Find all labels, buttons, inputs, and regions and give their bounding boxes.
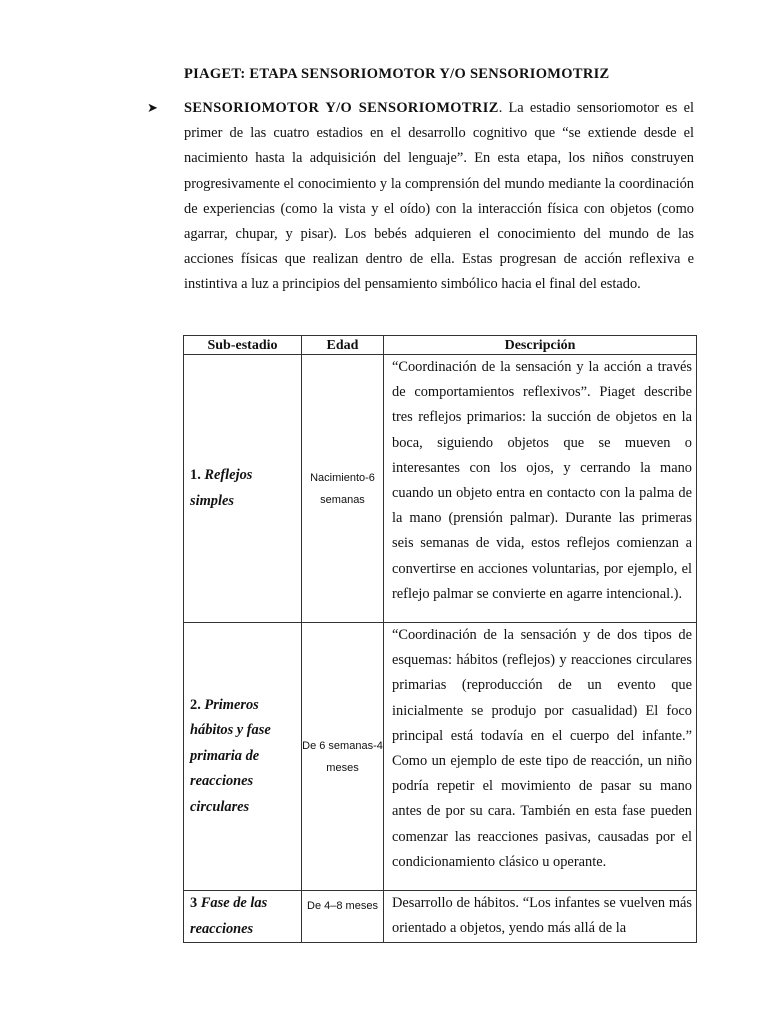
header-description: Descripción xyxy=(384,336,697,355)
substage-name: Fase de las reacciones xyxy=(190,895,268,937)
substage-number: 1. xyxy=(190,467,201,483)
substages-table xyxy=(183,335,697,943)
substage-cell xyxy=(184,891,302,943)
intro-lead: SENSORIOMOTOR Y/O SENSORIOMOTRIZ xyxy=(184,100,499,116)
age-cell: Nacimiento-6 semanas xyxy=(302,355,384,623)
substage-number: 2. xyxy=(190,696,201,713)
header-substage: Sub-estadio xyxy=(184,336,302,355)
table-row xyxy=(184,355,697,623)
table-row xyxy=(184,623,697,891)
substage-cell xyxy=(184,623,302,891)
substage-number: 3 xyxy=(190,895,198,911)
table-row xyxy=(184,891,697,943)
header-age: Edad xyxy=(302,336,384,355)
substage-name: Primeros hábitos y fase primaria de reacciones circulares xyxy=(190,696,271,815)
intro-paragraph xyxy=(184,96,694,298)
arrow-bullet-icon: ➤ xyxy=(147,100,158,115)
document-title: PIAGET: ETAPA SENSORIOMOTOR Y/O SENSORIOMOTRIZ xyxy=(184,66,610,82)
description-cell: “Coordinación de la sensación y de dos tipos de esquemas: hábitos (reflejos) y reacciones circulares primarias (reproducción de un evento que inicialmente se produjo por casualidad) El foco principal está todavía en el cuerpo del infante.” Como un ejemplo de este tipo de reacción, un niño podría repetir el movimiento de pasar su mano antes de por su cara. También en esta fase pueden comenzar las reacciones pasivas, causadas por el condicionamiento clásico u operante. xyxy=(384,623,697,891)
intro-text: . La estadio sensoriomotor es el primer de las cuatro estadios en el desarrollo cognitivo que “se extiende desde el nacimiento hasta la adquisición del lenguaje”. En esta etapa, los niños construyen progresivamente el conocimiento y la comprensión del mundo mediante la coordinación de experiencias (como la vista y el oído) con la interacción física con objetos (como agarrar, chupar, y pisar). Los bebés adquieren el conocimiento del mundo de las acciones físicas que realizan dentro de ella. Estas progresan de acción reflexiva e instintiva a luz a principios del pensamiento simbólico hacia el final del estado. xyxy=(184,100,694,293)
description-cell: “Coordinación de la sensación y la acción a través de comportamientos reflexivos”. Piaget describe tres reflejos primarios: la succión de objetos en la boca, siguiendo objetos que se mueven o interesantes con los ojos, y cerrando la mano cuando un objeto entra en contacto con la palma de la mano (prensión palmar). Durante las primeras seis semanas de vida, estos reflejos comienzan a convertirse en acciones voluntarias, por ejemplo, el reflejo palmar se convierte en agarre intencional.). xyxy=(384,355,697,623)
age-cell: De 6 semanas-4 meses xyxy=(302,623,384,891)
description-cell: Desarrollo de hábitos. “Los infantes se vuelven más orientado a objetos, yendo más allá de la xyxy=(384,891,697,943)
table-header-row xyxy=(184,336,697,355)
substage-name: Reflejos simples xyxy=(190,467,253,509)
substage-cell xyxy=(184,355,302,623)
age-cell: De 4–8 meses xyxy=(302,891,384,943)
